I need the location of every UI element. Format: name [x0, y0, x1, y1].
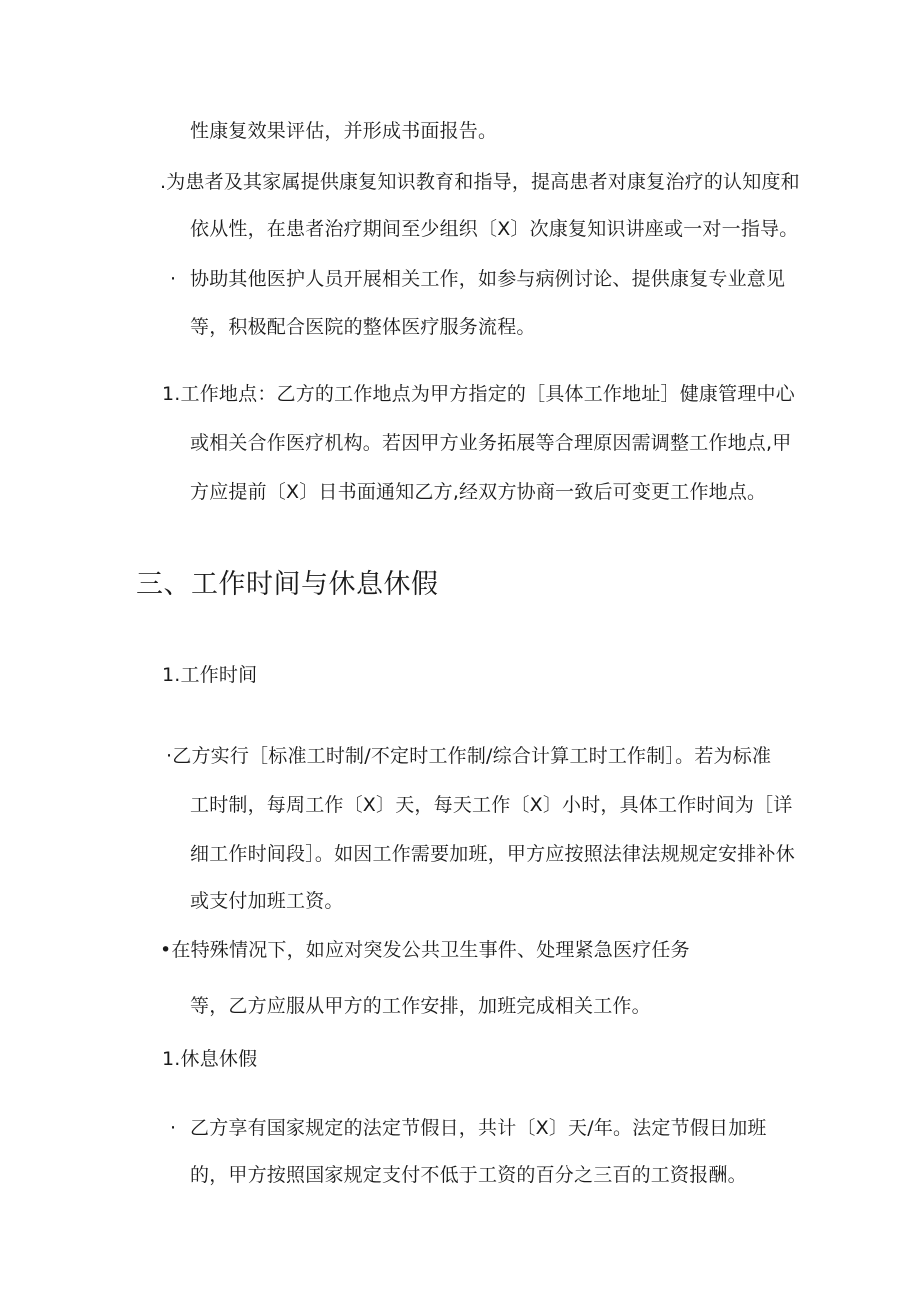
paragraph-line-2: .为患者及其家属提供康复知识教育和指导，提高患者对康复治疗的认知度和 [160, 171, 800, 193]
paragraph-line-6: 1.工作地点：乙方的工作地点为甲方指定的［具体工作地址］健康管理中心 [162, 383, 795, 405]
paragraph-line-1: 性康复效果评估，并形成书面报告。 [190, 120, 498, 142]
paragraph-line-3: 依从性，在患者治疗期间至少组织〔X〕次康复知识讲座或一对一指导。 [190, 218, 799, 240]
bullet-marker-1: · [170, 268, 177, 290]
paragraph-line-11: 工时制，每周工作〔X〕天，每天工作〔X〕小时，具体工作时间为［详 [190, 794, 793, 816]
paragraph-line-12: 细工作时间段］。如因工作需要加班，甲方应按照法律法规规定安排补休 [190, 843, 795, 865]
subheading-rest-leave: 1.休息休假 [162, 1048, 258, 1070]
paragraph-line-18: 的，甲方按照国家规定支付不低于工资的百分之三百的工资报酬。 [190, 1164, 747, 1186]
paragraph-line-5: 等，积极配合医院的整体医疗服务流程。 [190, 316, 536, 338]
paragraph-line-4: 协助其他医护人员开展相关工作，如参与病例讨论、提供康复专业意见 [190, 268, 786, 290]
paragraph-line-13: 或支付加班工资。 [190, 890, 344, 912]
paragraph-line-7: 或相关合作医疗机构。若因甲方业务拓展等合理原因需调整工作地点,甲 [190, 432, 792, 454]
paragraph-line-17: 乙方享有国家规定的法定节假日，共计〔X〕天/年。法定节假日加班 [190, 1117, 767, 1139]
subheading-work-time: 1.工作时间 [162, 664, 258, 686]
paragraph-line-10: ·乙方实行［标准工时制/不定时工作制/综合计算工时工作制］。若为标准 [166, 745, 772, 767]
paragraph-line-15: 等，乙方应服从甲方的工作安排，加班完成相关工作。 [190, 995, 651, 1017]
paragraph-line-14: •在特殊情况下，如应对突发公共卫生事件、处理紧急医疗任务 [160, 939, 690, 961]
paragraph-line-8: 方应提前〔X〕日书面通知乙方,经双方协商一致后可变更工作地点。 [190, 481, 767, 503]
bullet-marker-2: · [170, 1117, 177, 1139]
section-heading: 三、工作时间与休息休假 [136, 569, 439, 600]
